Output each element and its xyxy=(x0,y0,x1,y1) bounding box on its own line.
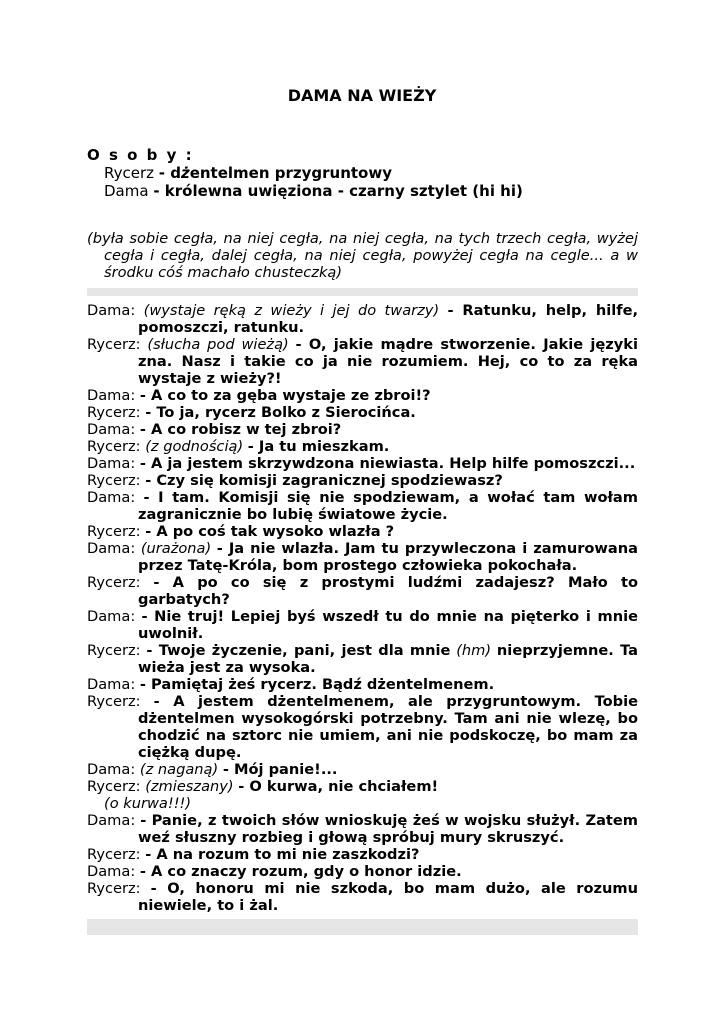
dialogue-line xyxy=(87,574,638,608)
divider-top xyxy=(87,288,638,296)
line-text: - O kurwa, nie chciałem! xyxy=(238,778,439,795)
dialogue-line xyxy=(87,642,638,676)
dialogue-line xyxy=(87,387,638,404)
speaker-name: Rycerz: xyxy=(87,472,141,489)
stage-direction: (była sobie cegła, na niej cegła, na niej cegła, na tych trzech cegła, wyżej cegła i cegła, dalej cegła, na niej cegła, powyżej cegła na cegle... a w środku cóś machało chusteczką) xyxy=(87,230,638,282)
speaker-name: Rycerz: xyxy=(87,880,141,897)
person-dama xyxy=(87,182,523,200)
stage-direction-inline: (zmieszany) xyxy=(145,778,234,795)
dialogue-line xyxy=(87,336,638,387)
speaker-name: Rycerz: xyxy=(87,778,141,795)
line-text: - A co robisz w tej zbroi? xyxy=(139,421,342,438)
persons-heading: O s o b y : xyxy=(87,146,194,164)
dialogue-line xyxy=(87,608,638,642)
dialogue-line xyxy=(87,489,638,523)
dialogue-line xyxy=(87,421,638,438)
divider-bottom xyxy=(87,919,638,935)
dialogue-line xyxy=(87,676,638,693)
line-text: - Mój panie!... xyxy=(222,761,338,778)
speaker-name: Rycerz: xyxy=(87,438,141,455)
stage-direction-inline: (z naganą) xyxy=(139,761,219,778)
speaker-name: Dama: xyxy=(87,421,136,438)
line-text: - To ja, rycerz Bolko z Sierocińca. xyxy=(145,404,416,421)
line-text: - Czy się komisji zagranicznej spodziewasz? xyxy=(145,472,503,489)
dialogue-line xyxy=(87,302,638,336)
line-text: - A ja jestem skrzywdzona niewiasta. Help hilfe pomoszczi... xyxy=(139,455,636,472)
speaker-name: Dama: xyxy=(87,676,136,693)
dialogue-line xyxy=(87,455,638,472)
dialogue-line xyxy=(87,880,638,914)
dialogue-line xyxy=(87,523,638,540)
speaker-name: Dama: xyxy=(87,863,136,880)
line-text: - O, honoru mi nie szkoda, bo mam dużo, ale rozumu niewiele, to i żal. xyxy=(138,880,638,914)
speaker-name: Rycerz: xyxy=(87,404,141,421)
speaker-name: Dama: xyxy=(87,387,136,404)
speaker-name: Rycerz: xyxy=(87,846,141,863)
speaker-name: Dama: xyxy=(87,761,136,778)
speaker-name: Dama: xyxy=(87,489,136,506)
line-text: - I tam. Komisji się nie spodziewam, a wołać tam wołam zagranicznie bo lubię światowe życie. xyxy=(138,489,638,523)
line-text: - Ja tu mieszkam. xyxy=(247,438,390,455)
line-text: - Ja nie wlazła. Jam tu przywleczona i zamurowana przez Tatę-Króla, bom prostego człowieka pokochała. xyxy=(138,540,639,574)
stage-direction-inline: (urażona) xyxy=(140,540,212,557)
speaker-name: Dama: xyxy=(87,812,136,829)
person-description: - królewna uwięziona - czarny sztylet (hi hi) xyxy=(153,182,523,200)
page-title: DAMA NA WIEŻY xyxy=(287,86,437,105)
stage-direction-inline: (słucha pod wieżą) xyxy=(147,336,289,353)
speaker-name: Dama: xyxy=(87,608,136,625)
speaker-name: Rycerz: xyxy=(87,642,141,659)
aside-line: (o kurwa!!!) xyxy=(104,795,192,812)
line-text: - A jestem dżentelmenem, ale przygruntowym. Tobie dżentelmen wysokogórski potrzebny. Tam ani nie wlezę, bo chodzić na sztorc nie umiem, ani nie podskoczę, bo mam za ciężką dupę. xyxy=(138,693,639,761)
line-text: - Nie truj! Lepiej byś wszedł tu do mnie na pięterko i mnie uwolnił. xyxy=(138,608,638,642)
dialogue-line xyxy=(87,438,638,455)
stage-direction-inline: (hm) xyxy=(456,642,492,659)
line-text: - A po coś tak wysoko wlazła ? xyxy=(145,523,395,540)
line-text: - Panie, z twoich słów wnioskuję żeś w wojsku służył. Zatem weź słuszny rozbieg i głową spróbuj mury skruszyć. xyxy=(138,812,638,846)
dialogue-line xyxy=(87,693,638,761)
speaker-name: Dama: xyxy=(87,302,136,319)
dialogue-line xyxy=(87,761,638,778)
line-text: - A po co się z prostymi ludźmi zadajesz? Mało to garbatych? xyxy=(138,574,639,608)
line-text: - O, jakie mądre stworzenie. Jakie języki zna. Nasz i takie co ja nie rozumiem. Hej, co to za ręka wystaje z wieży?! xyxy=(138,336,638,387)
speaker-name: Dama: xyxy=(87,455,136,472)
person-name: Rycerz xyxy=(104,164,154,182)
line-text: - A na rozum to mi nie zaszkodzi? xyxy=(145,846,420,863)
dialogue-line xyxy=(87,863,638,880)
dialogue-line xyxy=(87,846,638,863)
line-text: - A co to za gęba wystaje ze zbroi!? xyxy=(139,387,431,404)
line-text: - Twoje życzenie, pani, jest dla mnie xyxy=(146,642,451,659)
speaker-name: Rycerz: xyxy=(87,693,141,710)
dialogue-line xyxy=(87,540,638,574)
dialogue xyxy=(87,302,638,914)
dialogue-line xyxy=(87,404,638,421)
stage-direction-inline: (z godnością) xyxy=(145,438,244,455)
speaker-name: Rycerz: xyxy=(87,574,141,591)
line-text: - A co znaczy rozum, gdy o honor idzie. xyxy=(139,863,462,880)
line-text: nieprzyjemne. Ta wieża jest za wysoka. xyxy=(138,642,639,676)
dialogue-line xyxy=(87,778,638,795)
line-text: - Ratunku, help, hilfe, pomoszczi, ratunku. xyxy=(138,302,639,336)
person-name: Dama xyxy=(104,182,149,200)
speaker-name: Rycerz: xyxy=(87,336,141,353)
dialogue-line xyxy=(87,472,638,489)
speaker-name: Dama: xyxy=(87,540,136,557)
speaker-name: Rycerz: xyxy=(87,523,141,540)
persons-section xyxy=(87,146,523,200)
line-text: - Pamiętaj żeś rycerz. Bądź dżentelmenem. xyxy=(139,676,495,693)
person-rycerz: Rycerz - dżentelmen przygruntowy xyxy=(104,164,392,182)
stage-direction-inline: (wystaje ręką z wieży i jej do twarzy) xyxy=(143,302,440,319)
dialogue-line xyxy=(87,812,638,846)
